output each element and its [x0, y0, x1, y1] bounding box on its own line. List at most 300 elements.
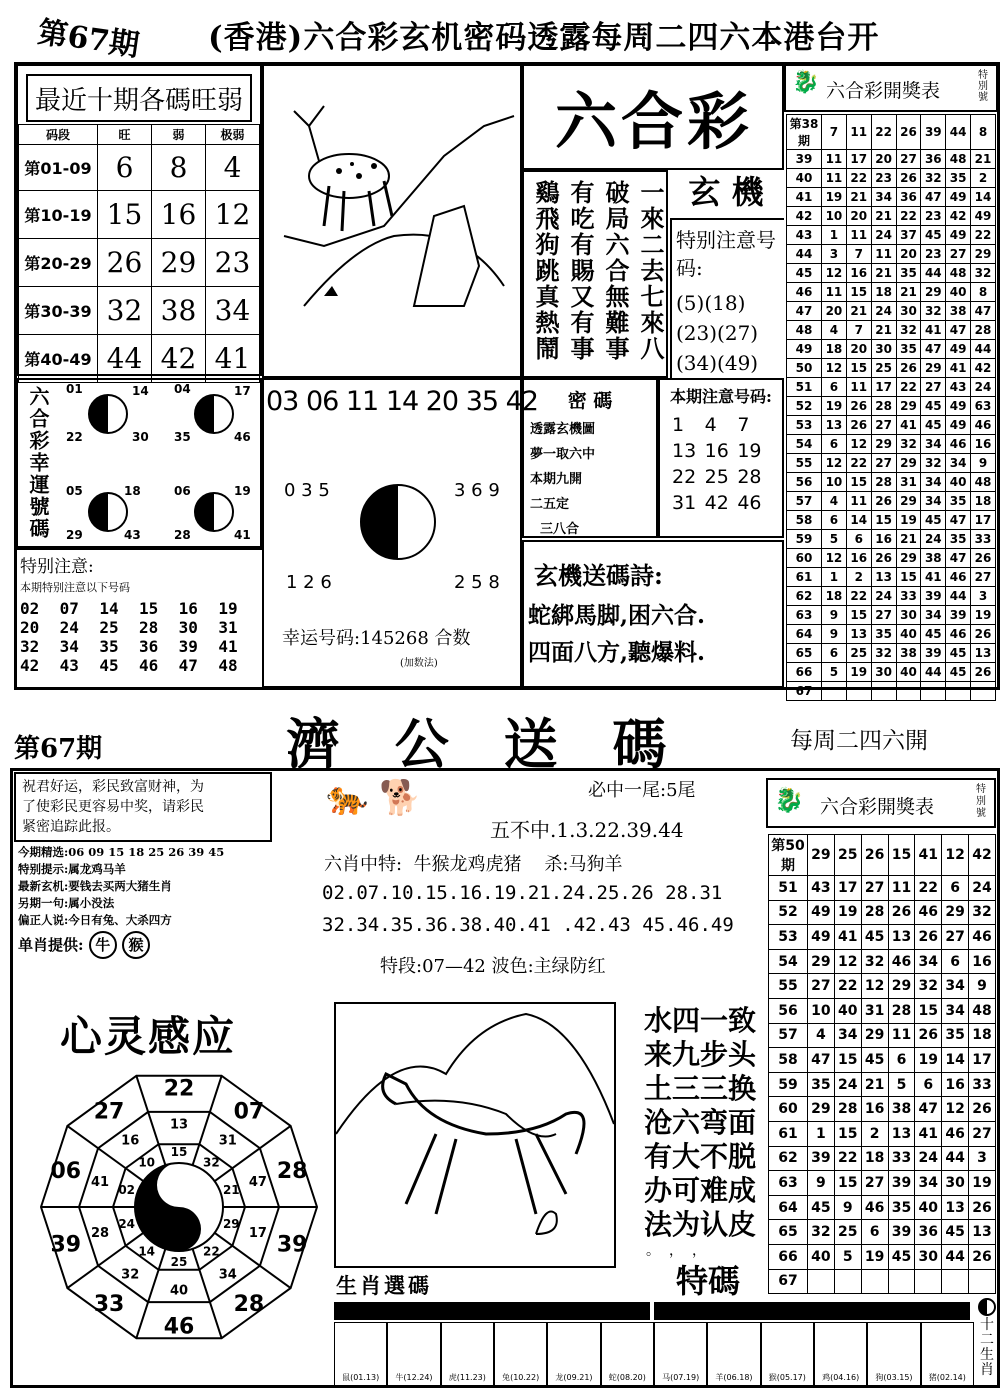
issue-cell: 40	[787, 169, 822, 188]
heart-title: 心灵感应	[60, 1012, 237, 1061]
number-cell: 6	[942, 949, 969, 974]
nums-line: 32.34.35.36.38.40.41 .42.43 45.46.49	[322, 914, 734, 936]
number-cell: 39	[921, 115, 946, 150]
table-row	[787, 416, 996, 435]
taiji-top-nums: 03 06 11 14 20 35 42	[266, 386, 538, 417]
number-cell: 16	[971, 435, 996, 454]
sx-item: 羊(06.18)	[707, 1322, 760, 1386]
number-cell: 6	[915, 1072, 942, 1097]
number-cell	[921, 682, 946, 701]
table-row	[787, 549, 996, 568]
number-cell: 26	[888, 900, 915, 925]
attention-num: (23)(27)	[676, 321, 759, 345]
number-cell: 29	[942, 900, 969, 925]
number-cell: 2	[861, 1121, 888, 1146]
number-cell: 41	[834, 925, 861, 950]
recent-ten-title: 最近十期各碼旺弱	[26, 74, 252, 122]
num: 45	[99, 656, 119, 675]
taiji-left-mid: 0 3 5	[284, 480, 330, 501]
bagua-outer-num: 22	[163, 1076, 195, 1102]
number-cell: 27	[942, 925, 969, 950]
number-cell: 44	[921, 264, 946, 283]
sx-item: 虎(11.23)	[441, 1322, 494, 1386]
number-cell: 18	[861, 1146, 888, 1171]
number-cell: 47	[921, 188, 946, 207]
taiji-right-bot: 2 5 8	[454, 572, 500, 593]
sx-item: 龙(09.21)	[547, 1322, 600, 1386]
bottom-issue: 第67期	[14, 734, 103, 764]
dragon-icon: 🐉	[792, 70, 820, 95]
number-cell: 4	[822, 321, 847, 340]
number-cell	[888, 1269, 915, 1294]
poem-col: 鷄飛狗跳真熱鬧	[531, 180, 560, 362]
number-cell: 30	[896, 302, 921, 321]
bagua-outer-num: 28	[276, 1158, 308, 1184]
number-cell: 34	[915, 1171, 942, 1196]
number-cell: 47	[971, 302, 996, 321]
number-cell: 19	[896, 511, 921, 530]
issue-cell: 55	[787, 454, 822, 473]
issue-cell: 61	[769, 1121, 808, 1146]
number-cell: 26	[896, 359, 921, 378]
table-row	[769, 1244, 996, 1269]
bagua-inner-num: 21	[222, 1183, 240, 1198]
issue-cell: 60	[787, 549, 822, 568]
sx-item: 鼠(01.13)	[334, 1322, 387, 1386]
number-cell: 29	[971, 245, 996, 264]
number-cell: 33	[896, 587, 921, 606]
taiji-left-bot: 1 2 6	[286, 572, 332, 593]
number-cell: 25	[834, 1220, 861, 1245]
special-line: 特段:07—42 波色:主绿防红	[380, 956, 606, 977]
this-issue-nums	[660, 408, 782, 520]
issue-cell: 65	[769, 1220, 808, 1245]
table-row	[769, 1146, 996, 1171]
number-cell: 15	[834, 1171, 861, 1196]
attention-box	[670, 218, 784, 378]
issue-cell: 52	[769, 900, 808, 925]
num: 43	[59, 656, 79, 675]
number-cell	[896, 682, 921, 701]
number-cell: 15	[888, 835, 915, 876]
number-cell: 39	[888, 1171, 915, 1196]
number-cell: 35	[896, 340, 921, 359]
number-cell: 27	[861, 876, 888, 901]
bagua-outer-num: 39	[276, 1232, 308, 1258]
number-cell: 14	[971, 188, 996, 207]
zodiac-badge: 牛	[89, 931, 117, 959]
number-cell: 38	[946, 302, 971, 321]
number-cell: 40	[808, 1244, 835, 1269]
bagua-mid-num: 13	[169, 1117, 189, 1133]
password-line: 透露玄機圖	[530, 422, 596, 437]
number-cell: 36	[921, 150, 946, 169]
sx-item: 猪(02.14)	[921, 1322, 974, 1386]
number-cell: 63	[971, 397, 996, 416]
number-cell: 48	[946, 150, 971, 169]
number-cell: 49	[808, 925, 835, 950]
number-cell: 6	[861, 1220, 888, 1245]
row-label: 第40-49	[19, 335, 98, 383]
issue-cell: 56	[787, 473, 822, 492]
bagua-outer-num: 27	[93, 1099, 125, 1125]
number-cell: 6	[942, 876, 969, 901]
number-cell: 39	[921, 644, 946, 663]
num: 25	[704, 466, 729, 488]
number-cell: 41	[921, 321, 946, 340]
taiji-yin-yang-icon	[360, 484, 436, 560]
number-cell: 41	[915, 1121, 942, 1146]
number-cell: 22	[971, 226, 996, 245]
table-row	[787, 511, 996, 530]
number-cell: 42	[971, 359, 996, 378]
number-cell: 9	[808, 1171, 835, 1196]
number-cell: 47	[946, 511, 971, 530]
number-cell: 17	[834, 876, 861, 901]
number-cell: 40	[946, 283, 971, 302]
number-cell: 32	[915, 974, 942, 999]
poem-line: 四面八方,聽爆料.	[528, 639, 706, 666]
issue-cell: 57	[769, 1023, 808, 1048]
number-cell: 6	[846, 530, 871, 549]
sx-item: 牛(12.24)	[387, 1322, 440, 1386]
number-cell: 29	[896, 492, 921, 511]
number-cell: 40	[834, 998, 861, 1023]
number-cell: 20	[846, 340, 871, 359]
lucky-num: 01	[66, 382, 83, 396]
poem-col: 有吃有賜又有事	[566, 180, 595, 362]
number-cell: 45	[921, 511, 946, 530]
number-cell: 33	[971, 530, 996, 549]
number-cell: 16	[942, 1072, 969, 1097]
number-cell: 38	[896, 644, 921, 663]
issue-cell: 53	[769, 925, 808, 950]
number-cell: 44	[971, 340, 996, 359]
bagua-mid-num: 47	[248, 1174, 267, 1190]
number-cell: 40	[896, 625, 921, 644]
number-cell: 26	[861, 835, 888, 876]
lucky-num: 30	[132, 430, 149, 444]
number-cell: 22	[834, 974, 861, 999]
five-not: 五不中.1.3.22.39.44	[490, 818, 684, 842]
must-tail: 必中一尾:5尾	[588, 780, 696, 801]
number-cell: 28	[871, 397, 896, 416]
number-cell: 45	[946, 663, 971, 682]
issue-cell: 56	[769, 998, 808, 1023]
number-cell: 34	[946, 454, 971, 473]
bagua-yin-yang-icon	[135, 1163, 223, 1251]
number-cell: 46	[969, 925, 996, 950]
number-cell: 27	[871, 454, 896, 473]
sx-label: 生肖選碼	[336, 1273, 432, 1298]
lucky-num: 28	[174, 528, 191, 542]
issue-cell: 49	[787, 340, 822, 359]
number-cell: 11	[846, 115, 871, 150]
row-label: 第01-09	[19, 145, 98, 191]
number-cell	[942, 1269, 969, 1294]
table-row	[787, 245, 996, 264]
number-cell: 29	[808, 835, 835, 876]
lucky-num: 04	[174, 382, 191, 396]
lhc-title: 六合彩	[554, 84, 753, 158]
yin-yang-icon	[194, 394, 234, 434]
number-cell: 21	[871, 264, 896, 283]
number-cell: 1	[822, 226, 847, 245]
number-cell: 18	[822, 587, 847, 606]
number-cell: 34	[942, 998, 969, 1023]
number-cell: 21	[971, 150, 996, 169]
number-cell: 19	[971, 606, 996, 625]
dragon-icon: 🐉	[774, 786, 804, 814]
number-cell: 49	[946, 188, 971, 207]
special-notice-title: 特别注意:	[20, 557, 94, 577]
number-cell: 35	[942, 1023, 969, 1048]
cell: 29	[152, 239, 206, 287]
special-notice-box	[16, 548, 262, 688]
number-cell: 22	[846, 587, 871, 606]
number-cell: 29	[888, 974, 915, 999]
bagua-outer-num: 07	[233, 1099, 265, 1125]
number-cell: 22	[915, 876, 942, 901]
issue-cell: 67	[787, 682, 822, 701]
number-cell: 6	[822, 378, 847, 397]
issue-cell: 66	[769, 1244, 808, 1269]
number-cell: 26	[969, 1244, 996, 1269]
attention-num: (5)(18)	[676, 291, 746, 315]
number-cell: 32	[921, 169, 946, 188]
table-row	[787, 207, 996, 226]
number-cell: 8	[971, 283, 996, 302]
number-cell: 27	[861, 1171, 888, 1196]
number-cell: 3	[969, 1146, 996, 1171]
issue-cell: 62	[769, 1146, 808, 1171]
num: 4	[704, 414, 717, 436]
table-row	[769, 1195, 996, 1220]
number-cell: 11	[846, 378, 871, 397]
number-cell: 6	[822, 511, 847, 530]
number-cell: 23	[871, 169, 896, 188]
table-row	[769, 1220, 996, 1245]
number-cell: 17	[969, 1048, 996, 1073]
number-cell: 46	[888, 949, 915, 974]
number-cell	[834, 1269, 861, 1294]
number-cell: 41	[896, 416, 921, 435]
number-cell: 49	[946, 397, 971, 416]
number-cell: 21	[861, 1072, 888, 1097]
num: 28	[139, 618, 159, 637]
number-cell: 46	[861, 1195, 888, 1220]
num: 42	[20, 656, 40, 675]
number-cell: 27	[946, 245, 971, 264]
number-cell: 48	[946, 264, 971, 283]
table-row	[787, 473, 996, 492]
issue-cell: 59	[787, 530, 822, 549]
number-cell: 21	[871, 207, 896, 226]
number-cell: 32	[971, 264, 996, 283]
number-cell: 30	[871, 663, 896, 682]
number-cell: 4	[822, 492, 847, 511]
poem-col: 一來二去七來八	[636, 180, 665, 362]
number-cell: 26	[971, 663, 996, 682]
sx-side-text: 十二生肖	[980, 1317, 994, 1378]
password-line: 夢一取六中	[530, 447, 596, 462]
number-cell: 19	[915, 1048, 942, 1073]
draw-table-bottom	[768, 834, 996, 1294]
yin-yang-icon	[194, 492, 234, 532]
info-line: 特别提示:属龙鸡马羊	[18, 862, 126, 876]
number-cell: 44	[942, 1146, 969, 1171]
cell: 23	[206, 239, 260, 287]
number-cell: 19	[822, 188, 847, 207]
number-cell: 13	[971, 644, 996, 663]
number-cell: 27	[896, 150, 921, 169]
number-cell: 16	[871, 530, 896, 549]
table-row	[769, 1072, 996, 1097]
num: 31	[218, 618, 238, 637]
number-cell: 15	[846, 359, 871, 378]
number-cell: 27	[921, 378, 946, 397]
password-lines	[524, 413, 656, 542]
number-cell: 22	[846, 169, 871, 188]
number-cell: 19	[969, 1171, 996, 1196]
poem-line: 土三三换	[643, 1072, 756, 1105]
poem-line: 法为认皮	[643, 1208, 756, 1241]
number-cell: 46	[942, 1121, 969, 1146]
draw-table-corner: 特別號	[976, 784, 986, 819]
animal-icons: 🐅 🐕	[326, 778, 422, 818]
number-cell: 47	[946, 321, 971, 340]
number-cell	[861, 1269, 888, 1294]
password-line: 二五定	[530, 497, 570, 512]
sx-side	[978, 1298, 996, 1378]
number-cell: 28	[888, 998, 915, 1023]
table-row	[769, 998, 996, 1023]
issue-cell: 第50期	[769, 835, 808, 876]
number-cell	[971, 682, 996, 701]
issue-cell: 51	[769, 876, 808, 901]
number-cell: 10	[808, 998, 835, 1023]
issue-cell: 52	[787, 397, 822, 416]
number-cell: 24	[834, 1072, 861, 1097]
table-row	[769, 900, 996, 925]
poem-col: 破局六合無難事	[601, 180, 630, 362]
num: 34	[59, 637, 79, 656]
lhc-box	[522, 64, 784, 170]
lucky-num: 35	[174, 430, 191, 444]
bagua-outer-num: 33	[93, 1291, 125, 1317]
table-row	[769, 876, 996, 901]
sx-item: 鸡(04.16)	[814, 1322, 867, 1386]
number-cell: 11	[846, 226, 871, 245]
number-cell: 12	[846, 435, 871, 454]
num: 31	[672, 492, 697, 514]
issue-cell: 53	[787, 416, 822, 435]
bagua-inner-num: 24	[118, 1217, 136, 1232]
number-cell: 28	[871, 473, 896, 492]
issue-cell: 48	[787, 321, 822, 340]
col-header: 码段	[19, 125, 98, 145]
number-cell: 18	[969, 1023, 996, 1048]
number-cell: 26	[971, 549, 996, 568]
number-cell: 36	[915, 1220, 942, 1245]
bagua-outer-num: 39	[50, 1232, 82, 1258]
number-cell: 26	[969, 1195, 996, 1220]
number-cell: 5	[822, 530, 847, 549]
cell: 6	[98, 145, 152, 191]
table-row	[787, 663, 996, 682]
table-row	[787, 435, 996, 454]
issue-cell: 45	[787, 264, 822, 283]
num: 48	[218, 656, 238, 675]
number-cell: 30	[942, 1171, 969, 1196]
issue-cell: 58	[787, 511, 822, 530]
vertical-poem-box	[522, 170, 668, 378]
number-cell: 45	[921, 625, 946, 644]
number-cell: 12	[834, 949, 861, 974]
number-cell: 29	[808, 1097, 835, 1122]
cell: 38	[152, 287, 206, 335]
cell: 41	[206, 335, 260, 383]
cell: 15	[98, 191, 152, 239]
yin-yang-icon	[88, 492, 128, 532]
cell: 8	[152, 145, 206, 191]
num: 13	[672, 440, 697, 462]
info-line: 另期一句:属小没法	[18, 896, 115, 910]
poem-title: 玄機送碼詩:	[534, 561, 663, 590]
bagua-inner-num: 15	[170, 1145, 188, 1160]
number-cell: 17	[846, 150, 871, 169]
table-row	[769, 1048, 996, 1073]
number-cell: 13	[942, 1195, 969, 1220]
number-cell: 29	[921, 283, 946, 302]
zodiac-label: 单肖提供:	[18, 936, 84, 954]
number-cell: 13	[846, 625, 871, 644]
issue-cell: 60	[769, 1097, 808, 1122]
table-row	[787, 115, 996, 150]
number-cell: 29	[896, 549, 921, 568]
number-cell: 10	[822, 207, 847, 226]
number-cell: 22	[896, 378, 921, 397]
cell: 42	[152, 335, 206, 383]
table-row	[787, 682, 996, 701]
number-cell: 29	[921, 359, 946, 378]
num: 1	[672, 414, 685, 436]
number-cell	[822, 682, 847, 701]
issue-cell: 64	[787, 625, 822, 644]
number-cell: 15	[846, 606, 871, 625]
bagua-inner-num: 25	[170, 1255, 188, 1270]
issue-cell: 63	[787, 606, 822, 625]
number-cell: 29	[871, 435, 896, 454]
number-cell: 31	[896, 473, 921, 492]
zodiac-badge: 猴	[122, 931, 150, 959]
number-cell: 13	[822, 416, 847, 435]
number-cell: 27	[871, 416, 896, 435]
bottom-note-box	[14, 772, 272, 842]
table-row	[787, 378, 996, 397]
number-cell: 26	[871, 549, 896, 568]
number-cell: 11	[822, 169, 847, 188]
issue-cell: 54	[769, 949, 808, 974]
number-cell: 9	[971, 454, 996, 473]
number-cell: 26	[896, 169, 921, 188]
issue-cell: 61	[787, 568, 822, 587]
number-cell: 11	[871, 245, 896, 264]
number-cell: 12	[822, 264, 847, 283]
number-cell	[915, 1269, 942, 1294]
number-cell: 12	[942, 835, 969, 876]
number-cell: 46	[946, 568, 971, 587]
